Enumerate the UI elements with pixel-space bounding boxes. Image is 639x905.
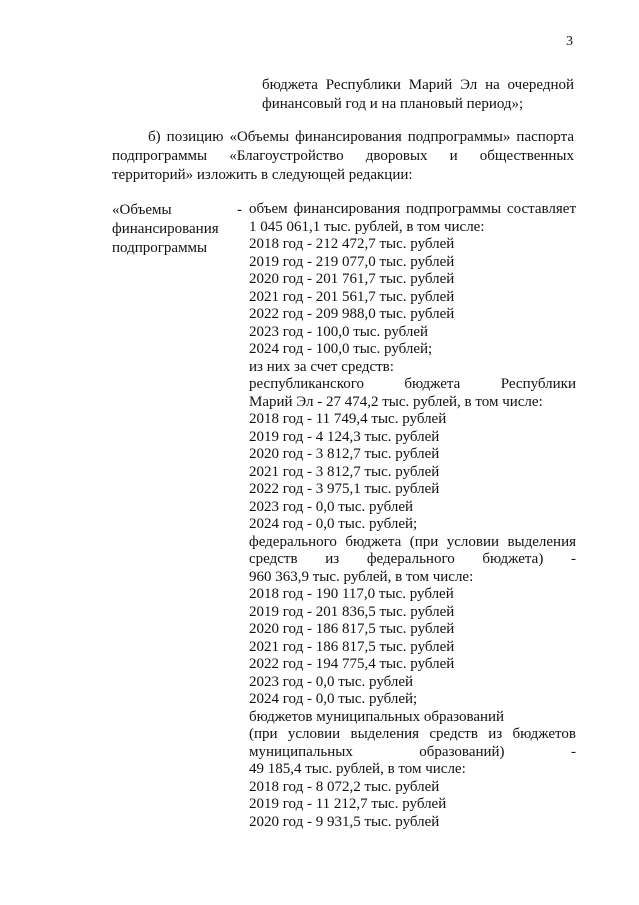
funding-line: 2019 год - 219 077,0 тыс. рублей (249, 253, 455, 270)
funding-line: 2019 год - 4 124,3 тыс. рублей (249, 428, 440, 445)
funding-line: 2022 год - 194 775,4 тыс. рублей (249, 656, 455, 672)
funding-line: 2018 год - 190 117,0 тыс. рублей (249, 586, 454, 602)
intro-line: финансовый год и на плановый период»; (262, 96, 524, 112)
funding-line: 2024 год - 0,0 тыс. рублей; (249, 691, 418, 707)
funding-line: 2018 год - 8 072,2 тыс. рублей (249, 778, 440, 795)
funding-line: 2023 год - 0,0 тыс. рублей (249, 498, 414, 515)
funding-line: 2020 год - 9 931,5 тыс. рублей (249, 813, 440, 830)
funding-line: 2021 год - 3 812,7 тыс. рублей (249, 463, 440, 480)
funding-line: 2020 год - 201 761,7 тыс. рублей (249, 271, 455, 287)
funding-label (112, 201, 232, 258)
funding-line: 2022 год - 3 975,1 тыс. рублей (249, 481, 440, 497)
funding-line: 2023 год - 100,0 тыс. рублей (249, 323, 429, 340)
intro-paragraph (262, 76, 574, 114)
funding-line: 2018 год - 11 749,4 тыс. рублей (249, 411, 447, 427)
funding-line: 2020 год - 186 817,5 тыс. рублей (249, 621, 455, 637)
funding-line: 2018 год - 212 472,7 тыс. рублей (249, 236, 455, 252)
funding-line: 2019 год - 201 836,5 тыс. рублей (249, 603, 455, 620)
funding-line: 960 363,9 тыс. рублей, в том числе: (249, 568, 474, 585)
funding-line: 2021 год - 201 561,7 тыс. рублей (249, 288, 455, 305)
funding-line: Марий Эл - 27 474,2 тыс. рублей, в том числе: (249, 393, 543, 410)
funding-label-line: финансирования (112, 221, 219, 237)
item-b-paragraph (112, 128, 574, 185)
item-b-line: б) позицию «Объемы финансирования подпрограммы» паспорта (148, 129, 574, 145)
funding-line: средств из федерального бюджета) - (249, 551, 576, 567)
funding-line: 2020 год - 3 812,7 тыс. рублей (249, 446, 440, 462)
page-number: 3 (566, 34, 573, 49)
funding-line: бюджетов муниципальных образований (249, 708, 505, 725)
funding-line: 2019 год - 11 212,7 тыс. рублей (249, 796, 447, 812)
funding-line: (при условии выделения средств из бюджетов (249, 726, 576, 742)
funding-line: 2024 год - 0,0 тыс. рублей; (249, 516, 418, 532)
funding-line: 2022 год - 209 988,0 тыс. рублей (249, 306, 455, 322)
funding-content (249, 201, 576, 831)
funding-line: из них за счет средств: (249, 358, 394, 375)
funding-line: федерального бюджета (при условии выделения (249, 533, 576, 550)
funding-dash: - (237, 202, 242, 218)
intro-line: бюджета Республики Марий Эл на очередной (262, 77, 574, 93)
funding-line: 2021 год - 186 817,5 тыс. рублей (249, 638, 455, 655)
funding-line: 2024 год - 100,0 тыс. рублей; (249, 341, 433, 357)
funding-line: 1 045 061,1 тыс. рублей, в том числе: (249, 218, 485, 235)
funding-line: республиканского бюджета Республики (249, 376, 576, 392)
funding-line: муниципальных образований) - (249, 743, 576, 760)
item-b-line: территорий» изложить в следующей редакции: (112, 167, 413, 183)
funding-line: 2023 год - 0,0 тыс. рублей (249, 673, 414, 690)
funding-line: 49 185,4 тыс. рублей, в том числе: (249, 761, 466, 777)
item-b-line: подпрограммы «Благоустройство дворовых и общественных (112, 148, 574, 164)
funding-label-line: «Объемы (112, 202, 172, 218)
funding-line: объем финансирования подпрограммы составляет (249, 201, 576, 217)
funding-label-line: подпрограммы (112, 240, 208, 256)
